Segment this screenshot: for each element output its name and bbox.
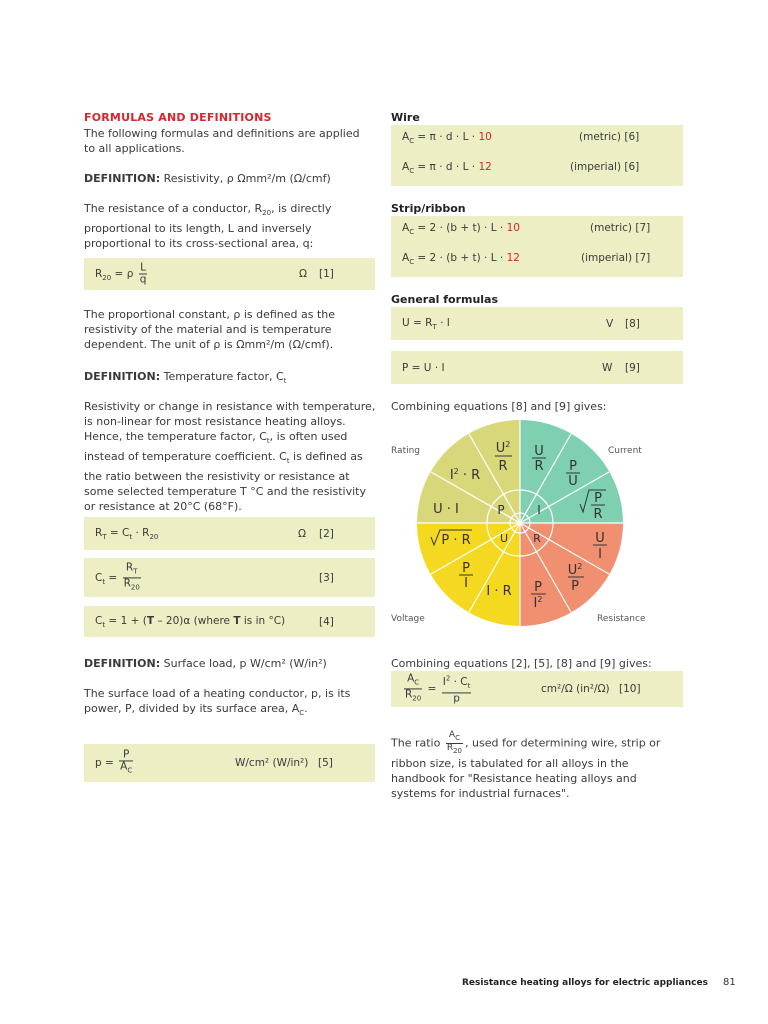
strip-note-metric: (metric) [7]: [590, 222, 651, 234]
strip-equation-metric: $A_C = 2 \cdot (b + t) \cdot L \cdot 10$: [402, 222, 520, 237]
general-equation-box-2: [391, 351, 683, 384]
equation-box-4: [84, 606, 375, 637]
strip-equations-box: [391, 216, 683, 277]
center-r: R: [533, 532, 541, 545]
definition-label: DEFINITION:: [84, 172, 161, 185]
svg-text:U: U: [595, 531, 605, 546]
svg-text:I · R: I · R: [486, 584, 512, 599]
section-title: FORMULAS AND DEFINITIONS: [84, 111, 272, 124]
formula-u2-over-r-den: R: [498, 459, 508, 474]
paragraph-resistance: The resistance of a conductor, $R_{20}$, is directly proportional to its length, L and inversely proportional to its cross-sectional area, q:: [84, 202, 332, 251]
svg-text:R: R: [534, 459, 544, 474]
equation-box-1: [84, 258, 375, 290]
general-title: General formulas: [391, 293, 499, 306]
svg-text:I: I: [598, 547, 602, 562]
wheel-label-rating: Rating: [391, 446, 421, 456]
formula-u-times-i: U · I: [433, 502, 459, 517]
equation-unit: V: [606, 317, 614, 330]
equation-ref: [3]: [319, 571, 334, 584]
equation-unit: Ω: [298, 527, 307, 540]
wire-note-imperial: (imperial) [6]: [570, 161, 640, 173]
strip-title: Strip/ribbon: [391, 202, 466, 215]
equation-5: p = $\frac{P}{A_C}$: [95, 748, 133, 775]
svg-text:U: U: [568, 474, 578, 489]
formula-i2-r: $I^2 \cdot R$: [449, 467, 481, 483]
equation-4: $C_t = 1 + (T - 20)\alpha$ (where T is in °C): [95, 614, 286, 629]
paragraph-proportional: The proportional constant, ρ is defined as the resistivity of the material and is temperature dependent. The unit of ρ is Ωmm²/m (Ω/cmf).: [84, 308, 336, 351]
intro-paragraph: The following formulas and definitions are applied to all applications.: [84, 127, 360, 155]
paragraph-temperature: Resistivity or change in resistance with temperature, is non-linear for most resistance heating alloys. Hence, the temperature factor, $C_t$, is often used instead of temperature coefficient. $C_t$ is defined as the ratio between the resistivity or resistance at some selected temperature T °C and the resistivity or resistance at 20°C (68°F).: [84, 400, 376, 514]
paragraph-surface-load: The surface load of a heating conductor, p, is its power, P, divided by its surface area, $A_C$.: [84, 687, 351, 718]
power-wheel-diagram: [412, 420, 628, 626]
center-u: U: [499, 532, 509, 545]
combine-text-2: Combining equations [2], [5], [8] and [9] gives:: [391, 657, 652, 670]
svg-text:U2: $U^2$: [567, 562, 583, 578]
equation-2: $R_T = C_t \cdot R_{20}$: [95, 526, 159, 541]
equation-ref: [2]: [319, 527, 334, 540]
center-i: I: [537, 503, 541, 517]
equation-unit: Ω: [299, 268, 308, 280]
wheel-label-resistance: Resistance: [597, 614, 646, 624]
wire-equation-imperial: $A_C = \pi \cdot d \cdot L \cdot 12$: [402, 161, 492, 176]
svg-text:P: P: [462, 561, 470, 576]
center-p: P: [497, 503, 505, 517]
svg-text:P: P: [571, 579, 579, 594]
equation-ref: [10]: [619, 683, 641, 695]
equation-9: P = U · I: [402, 361, 445, 374]
equation-unit: cm²/Ω (in²/Ω): [541, 683, 610, 695]
equation-unit: W/cm² (W/in²): [235, 757, 309, 769]
strip-equation-imperial: $A_C = 2 \cdot (b + t) \cdot L \cdot 12$: [402, 252, 520, 267]
svg-text:P · R: P · R: [441, 533, 471, 548]
footer-title: Resistance heating alloys for electric appliances: [462, 978, 708, 988]
wheel-label-current: Current: [608, 446, 642, 456]
equation-box-2: [84, 517, 375, 550]
equation-1: $R_{20} = \rho$ $\frac{L}{q}$: [95, 261, 147, 286]
svg-text:P: P: [594, 491, 602, 506]
definition-label: DEFINITION:: [84, 657, 161, 670]
wheel-label-voltage: Voltage: [391, 614, 425, 624]
equation-ref: [4]: [319, 615, 334, 628]
definition-resistivity: [84, 171, 374, 186]
wire-equation-metric: $A_C = \pi \cdot d \cdot L \cdot 10$: [402, 131, 492, 146]
equation-8: $U = R_T \cdot I$: [402, 316, 450, 331]
svg-text:P: P: [569, 459, 577, 474]
svg-text:I: I: [464, 576, 468, 591]
page-number: 81: [723, 977, 736, 988]
definition-temperature: DEFINITION: Temperature factor, $C_t$: [84, 370, 287, 386]
svg-text:P: P: [534, 580, 542, 595]
strip-note-imperial: (imperial) [7]: [581, 252, 651, 264]
svg-text:R: R: [593, 507, 603, 522]
equation-ref: [5]: [318, 757, 333, 769]
wire-title: Wire: [391, 111, 420, 124]
equation-10: $\frac{A_C}{R_{20}}$ = $\frac{I^2 \cdot C_t}{p}$: [405, 672, 471, 705]
equation-box-10: [391, 671, 683, 707]
definition-label: DEFINITION:: [84, 370, 161, 383]
equation-ref: [1]: [319, 268, 334, 280]
ratio-paragraph: The ratio $\frac{A_C}{R_{20}}$ , used for determining wire, strip or ribbon size, is tabulated for all alloys in the handbook for "Resistance heating alloys and systems for industrial furnaces".: [391, 730, 661, 800]
equation-unit: W: [602, 361, 613, 374]
formula-u2-over-r-num: $U^2$: [495, 440, 511, 456]
equation-box-3: [84, 558, 375, 597]
definition-text: Resistivity, ρ Ωmm²/m (Ω/cmf): [163, 172, 331, 185]
definition-surface-load: [84, 656, 374, 671]
equation-ref: [9]: [625, 361, 640, 374]
general-equation-box-1: [391, 307, 683, 340]
equation-ref: [8]: [625, 317, 640, 330]
svg-text:I2: $I^2$: [533, 595, 543, 611]
equation-box-5: [84, 744, 375, 782]
equation-3: $C_t$ = $\frac{R_T}{R_{20}}$: [95, 560, 140, 592]
wire-equations-box: [391, 125, 683, 186]
svg-text:U: U: [534, 444, 544, 459]
wire-note-metric: (metric) [6]: [579, 131, 640, 143]
combine-text-1: Combining equations [8] and [9] gives:: [391, 400, 607, 413]
definition-text: Surface load, p W/cm² (W/in²): [163, 657, 327, 670]
